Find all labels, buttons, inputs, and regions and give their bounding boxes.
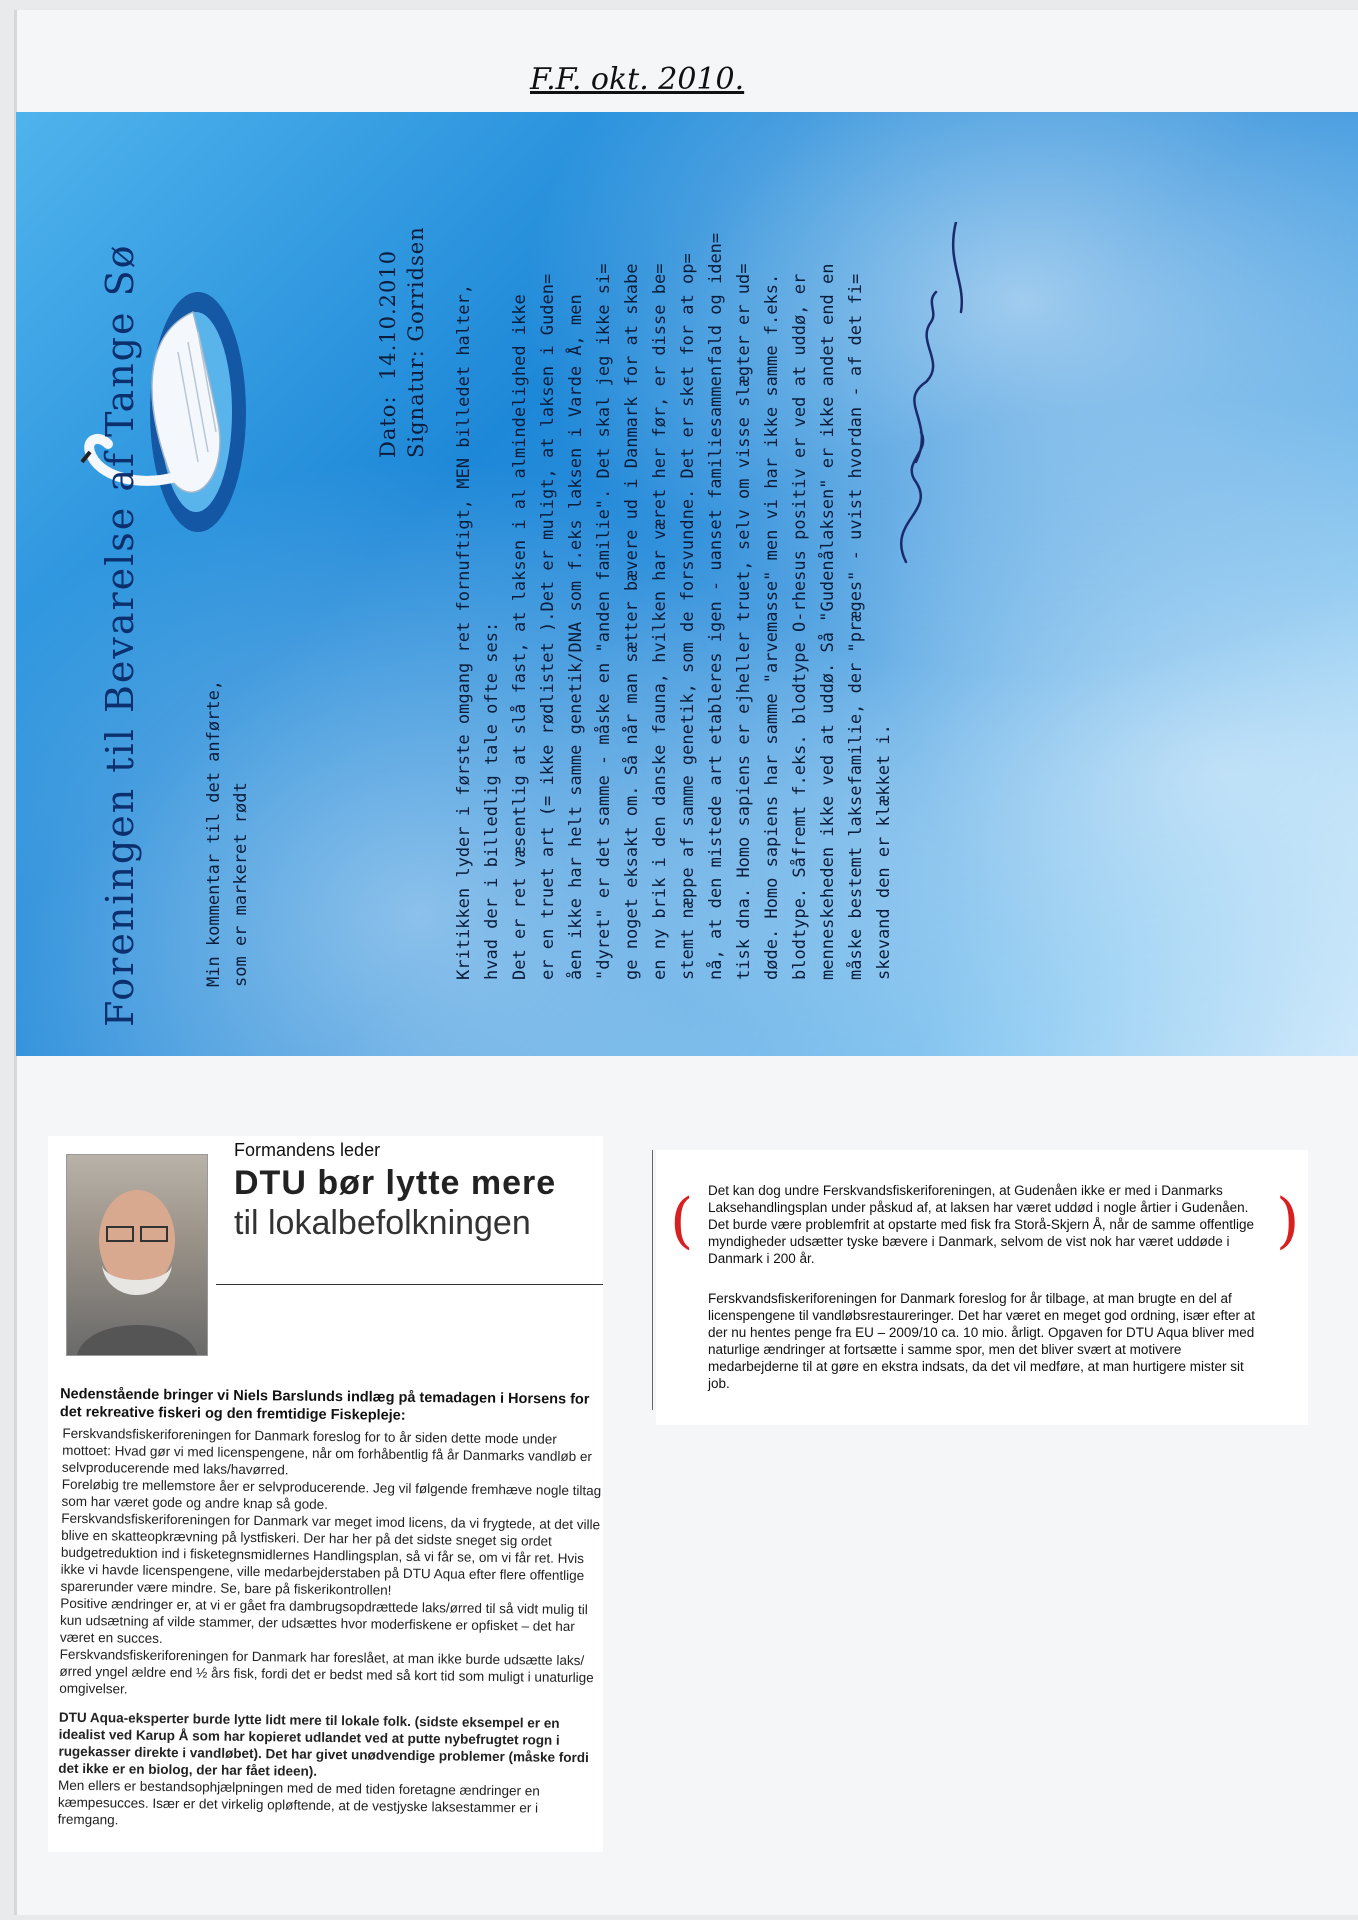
letter-line: døde. Homo sapiens har samme "arvemasse" men vi har ikke samme f.eks. [762, 273, 782, 980]
person-icon [67, 1155, 207, 1355]
letter-line: tisk dna. Homo sapiens er ejheller truet, selv om visse slægter er ud= [734, 263, 754, 980]
newspaper-clipping-right [656, 1150, 1308, 1425]
intro-line: som er markeret rødt [231, 782, 251, 987]
red-bracket-right: ) [1276, 1186, 1300, 1256]
bold-paragraph: DTU Aqua-eksperter burde lytte lidt mere til lokale folk. (sidste eksempel er en idealist ved Karup Å som har kopieret udlandet ved at putte nybefrugtet rogn i rugekasser direkte i vandløbet). Det har givet unødvendige problemer (måske fordi det ikke er en biolog, der har fået ideen). [58, 1709, 589, 1779]
letter-line: måske bestemt laksefamilie, der "præges" - uvist hvordan - af det fi= [846, 273, 866, 980]
paragraph: Ferskvandsfiskeriforeningen for Danmark har foreslået, at man ikke burde udsætte laks/ørred yngel ældre end ½ års fisk, fordi det er bedst med så kort tid som muligt i unaturlige omgivelser. [59, 1646, 594, 1697]
date-row [376, 250, 400, 458]
portrait-photo [66, 1154, 208, 1356]
letter-line: skevand den er klækket i. [874, 724, 894, 980]
divider [216, 1284, 603, 1285]
paragraph: Positive ændringer er, at vi er gået fra dambrugsopdrættede laks/ørred til så vidt mulig til kun udsætning af vilde stammer, der udsættes hvor moderfiskene er opfisket – det har været en succes. [59, 1595, 588, 1646]
signature-value: Gorridsen [404, 226, 428, 342]
paragraph: Ferskvandsfiskeriforeningen for Danmark foreslog for år tilbage, at man brugte en del af licenspengene til vandløbsrestaureringer. Det har været en meget god ordning, især efter at der nu hentes penge fra EU – 2009/10 ca. 10 mio. årligt. Opgaven for DTU Aqua bliver med naturlige ændringer at fortsætte i samme spor, men det bliver svært at motivere medarbejderne til at gøre en ekstra indsats, da det vil medføre, at man hurtigere mister sit job. [708, 1291, 1256, 1391]
signature-label: Signatur: [404, 349, 428, 458]
column-divider [652, 1150, 653, 1410]
article-intro: Nedenstående bringer vi Niels Barslunds indlæg på temadagen i Horsens for det rekreative fiskeri og den fremtidige Fiskepleje: [59, 1386, 590, 1424]
letter-line: nå, at den mistede art etableres igen - uanset familiesammenfald og iden= [706, 232, 726, 980]
headline-line-1: DTU bør lytte mere [234, 1164, 557, 1202]
signature-row [404, 226, 428, 458]
red-bracket-left: ( [670, 1186, 694, 1256]
handwritten-date-note: F.F. okt. 2010. [530, 62, 745, 97]
intro-line: Min kommentar til det anførte, [204, 679, 224, 987]
letter-line: åen ikke har helt samme genetik/DNA som f.eks laksen i Varde Å, men [566, 294, 586, 980]
paragraph: Foreløbig tre mellemstore åer er selvproducerende. Jeg vil følgende fremhæve nogle tiltag som har været gode og andre knap så gode. [61, 1476, 602, 1512]
article-body [58, 1425, 603, 1835]
letter-line: Kritikken lyder i første omgang ret fornuftigt, MEN billedet halter, [454, 284, 474, 980]
letter-line: menneskeheden ikke ved at uddø. Så "Gudenålaksen" er ikke andet end en [818, 263, 838, 980]
organization-name: Foreningen til Bevarelse af Tange Sø [98, 243, 142, 1027]
letter-line: stemt næppe af samme genetik, som de forsvundne. Det er sket for at op= [678, 253, 698, 980]
paragraph: Ferskvandsfiskeriforeningen for Danmark foreslog for to år siden dette mode under mottoet: Hvad gør vi med licenspengene, når om forhåbentlig få år Danmarks vandløb er selvproducerende med laks/havørred. [61, 1425, 592, 1478]
date-label: Dato: [376, 395, 400, 458]
paragraph: Men ellers er bestandsophjælpningen med de med tiden foretagne ændringer en kæmpesucces. Især er det virkelig opløftende, at de vestjyske laksestammer er i fremgang. [57, 1777, 540, 1828]
letter-line: "dyret" er det samme - måske en "anden familie". Det skal jeg ikke si= [594, 263, 614, 980]
letter-line: Det er ret væsentlig at slå fast, at laksen i al almindelighed ikke [510, 294, 530, 980]
newspaper-clipping-left [48, 1136, 603, 1852]
rotated-letter [16, 112, 1358, 1056]
date-value: 14.10.2010 [376, 249, 400, 381]
letter-line: en ny brik i den danske fauna, hvilken har været her før, er disse be= [650, 263, 670, 980]
paragraph: Ferskvandsfiskeriforeningen for Danmark var meget imod licens, da vi frygtede, at det ville blive en skatteopkrævning på lystfiskeri. Der har her på det sidste sneget sig ordet budgetreduktion ind i fisketegnsmidlernes Handlingsplan, så vi får se, om vi får ret. Hvis ikke vi havde licenspengene, ville medarbejderstaben på DTU Aqua efter flere offentlige sparerunder være mindre. Se, bare på fiskerikontrollen! [60, 1510, 601, 1598]
paragraph: Det kan dog undre Ferskvandsfiskeriforeningen, at Gudenåen ikke er med i Danmarks Laksehandlingsplan under påskud af, at laksen har været uddød i nogle årtier i Gudenåen. Det burde være problemfrit at opstarte med fisk fra Storå-Skjern Å, når de samme offentlige myndigheder udsætter tyske bævere i Danmark, selvom de vist nok har været uddøde i Danmark i 200 år. [708, 1183, 1254, 1266]
letter-line: er en truet art (= ikke rødlistet ).Det er muligt, at laksen i Guden= [538, 273, 558, 980]
letter-line: blodtype. Såfremt f.eks. blodtype O-rhesus positiv er ved at uddø, er [790, 273, 810, 980]
letter-line: ge noget eksakt om. Så når man sætter bævere ud i Danmark for at skabe [622, 263, 642, 980]
letter-line: hvad der i billedlig tale ofte ses: [482, 621, 502, 980]
headline-line-2: til lokalbefolkningen [234, 1204, 531, 1242]
leader-tag: Formandens leder [234, 1140, 381, 1160]
handwritten-signature [876, 222, 996, 582]
